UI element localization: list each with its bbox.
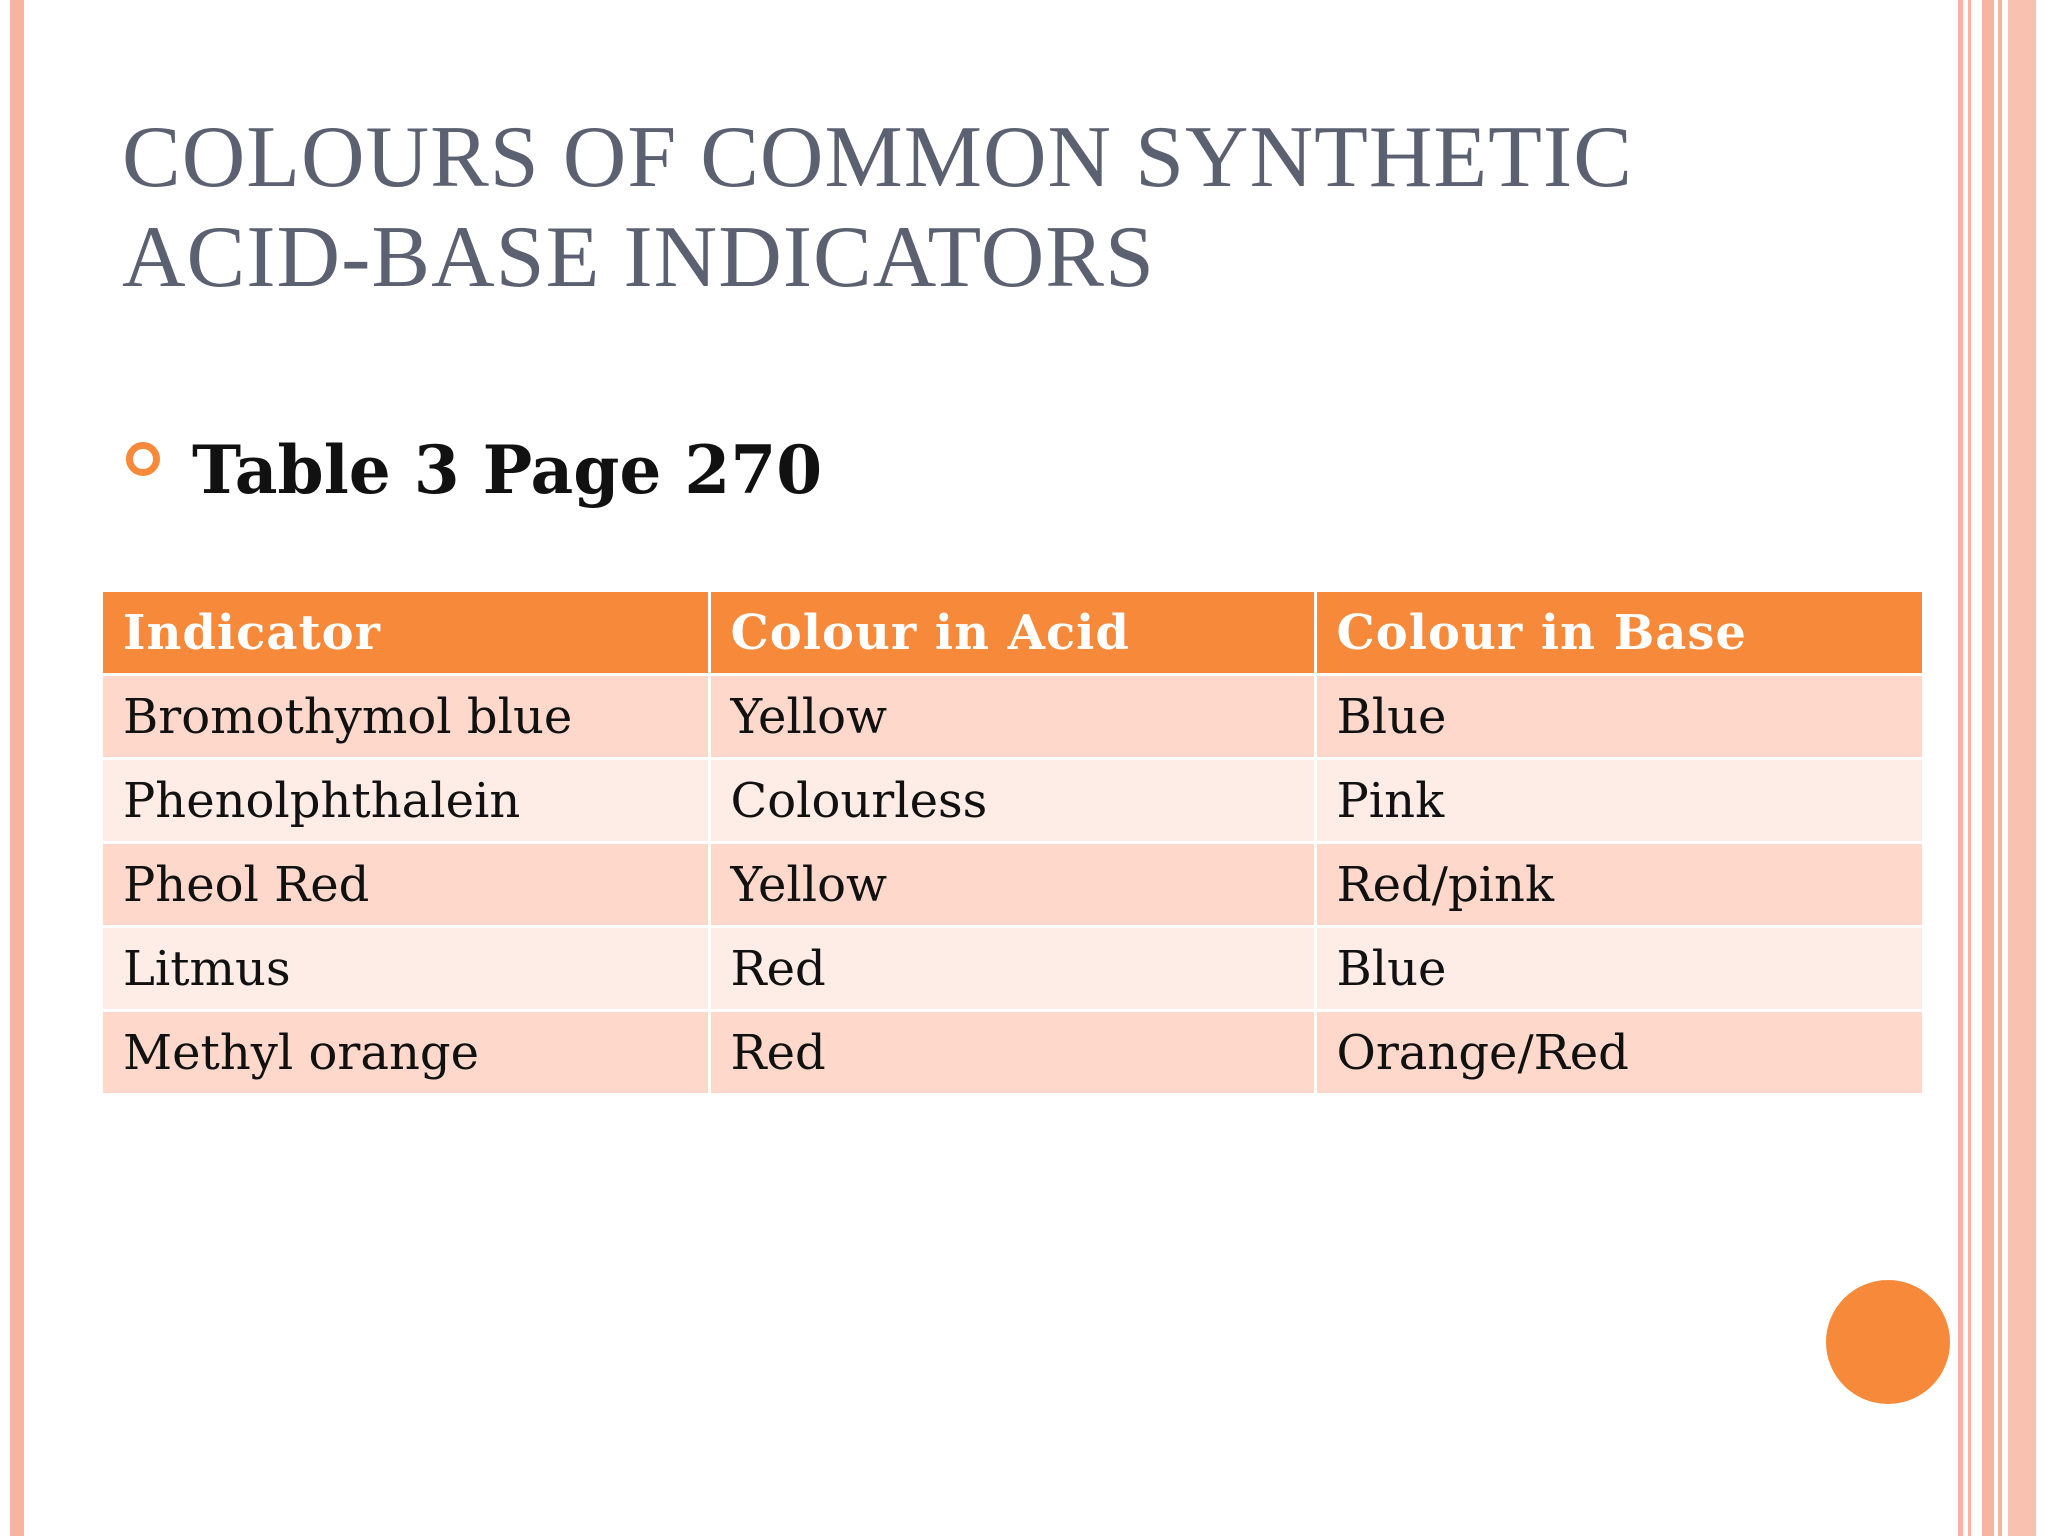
header-colour-in-acid: Colour in Acid — [709, 592, 1315, 675]
cell-indicator: Pheol Red — [103, 843, 709, 927]
cell-colour-in-acid: Red — [709, 1011, 1315, 1095]
table-header-row — [103, 592, 1922, 675]
cell-colour-in-base: Orange/Red — [1315, 1011, 1922, 1095]
cell-colour-in-acid: Yellow — [709, 843, 1315, 927]
bullet-item — [126, 430, 822, 510]
table-row — [103, 675, 1922, 759]
cell-colour-in-base: Pink — [1315, 759, 1922, 843]
orange-circle-decoration — [1826, 1280, 1950, 1404]
bullet-text: Table 3 Page 270 — [192, 431, 823, 509]
cell-indicator: Phenolphthalein — [103, 759, 709, 843]
cell-indicator: Litmus — [103, 927, 709, 1011]
table-row — [103, 843, 1922, 927]
right-decorative-stripe — [1982, 0, 1994, 1536]
cell-indicator: Bromothymol blue — [103, 675, 709, 759]
left-decorative-stripe — [10, 0, 24, 1536]
indicator-table — [103, 592, 1922, 1096]
cell-colour-in-acid: Colourless — [709, 759, 1315, 843]
cell-indicator: Methyl orange — [103, 1011, 709, 1095]
header-indicator: Indicator — [103, 592, 709, 675]
right-decorative-stripe — [1968, 0, 1971, 1536]
cell-colour-in-base: Red/pink — [1315, 843, 1922, 927]
slide-title — [122, 108, 1902, 308]
ring-bullet-icon — [126, 442, 160, 476]
slide-title-line-1: COLOURS OF COMMON SYNTHETIC — [122, 109, 1633, 206]
right-decorative-stripe — [2008, 0, 2036, 1536]
table-row — [103, 1011, 1922, 1095]
cell-colour-in-acid: Red — [709, 927, 1315, 1011]
right-decorative-stripe — [1998, 0, 2002, 1536]
table-row — [103, 759, 1922, 843]
cell-colour-in-base: Blue — [1315, 675, 1922, 759]
slide-title-line-2: ACID-BASE INDICATORS — [122, 209, 1155, 306]
cell-colour-in-base: Blue — [1315, 927, 1922, 1011]
right-decorative-stripe — [1958, 0, 1963, 1536]
header-colour-in-base: Colour in Base — [1315, 592, 1922, 675]
cell-colour-in-acid: Yellow — [709, 675, 1315, 759]
table-row — [103, 927, 1922, 1011]
